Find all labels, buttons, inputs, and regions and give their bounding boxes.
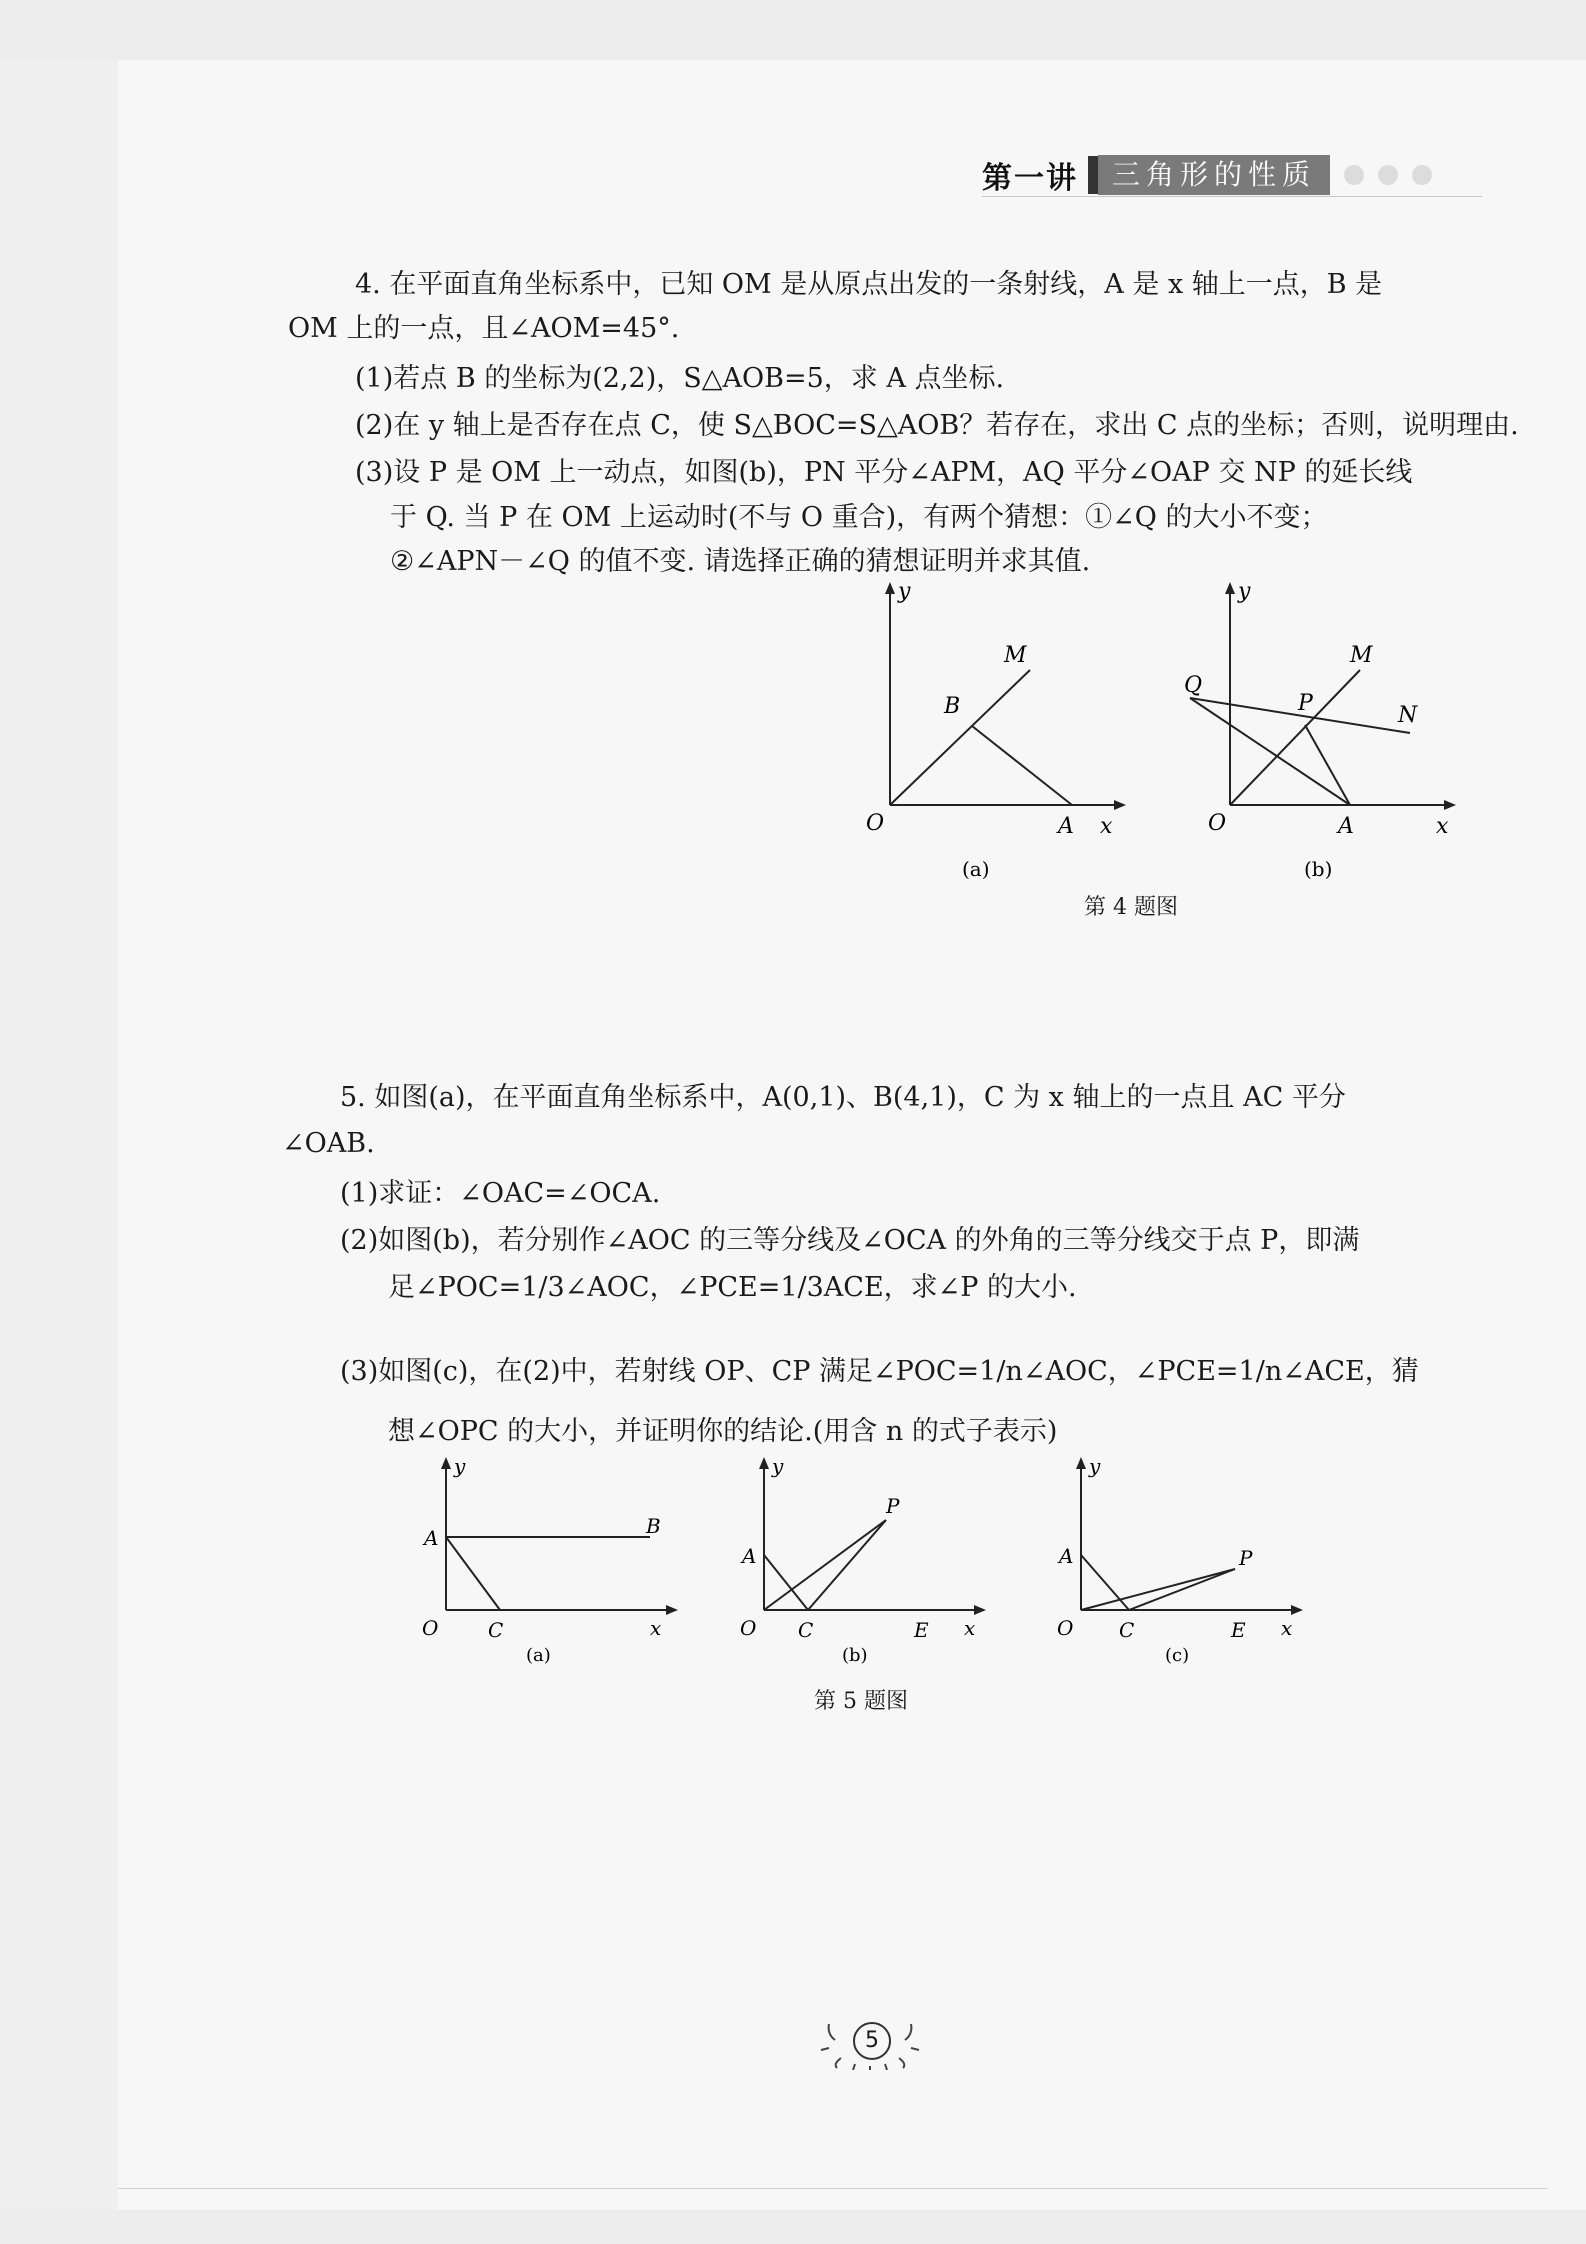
q5-part3-line2: 想∠OPC 的大小，并证明你的结论.(用含 n 的式子表示) xyxy=(388,1416,1058,1447)
y-axis-arrow xyxy=(885,582,895,594)
label-y: y xyxy=(1089,1455,1101,1478)
x-axis-arrow xyxy=(974,1605,986,1615)
segment-cp xyxy=(808,1520,886,1610)
label-o: O xyxy=(1057,1616,1074,1640)
label-y: y xyxy=(772,1455,784,1478)
segment-qa xyxy=(1190,698,1350,805)
label-q: Q xyxy=(1184,673,1203,698)
label-c: C xyxy=(1119,1618,1135,1642)
q5-part1: (1)求证：∠OAC=∠OCA. xyxy=(340,1178,661,1209)
segment-op xyxy=(764,1520,886,1610)
y-axis-arrow xyxy=(1076,1457,1086,1469)
q5-line1: 5. 如图(a)，在平面直角坐标系中，A(0,1)、B(4,1)，C 为 x 轴上的一点且 AC 平分 xyxy=(340,1082,1346,1113)
label-x: x xyxy=(650,1616,662,1640)
figure-5c-label: (c) xyxy=(1165,1645,1190,1665)
label-y: y xyxy=(1238,580,1251,604)
label-b: B xyxy=(944,694,961,719)
label-a: A xyxy=(1059,1544,1074,1568)
x-axis-arrow xyxy=(1444,800,1456,810)
q5-part3-line1: (3)如图(c)，在(2)中，若射线 OP、CP 满足∠POC=1/n∠AOC，∠PCE=1/n∠ACE，猜 xyxy=(340,1356,1419,1387)
label-o: O xyxy=(422,1616,439,1640)
label-a: A xyxy=(424,1526,439,1550)
label-c: C xyxy=(798,1618,814,1642)
q4-line1: 4. 在平面直角坐标系中，已知 OM 是从原点出发的一条射线，A 是 x 轴上一点，B 是 xyxy=(355,269,1383,300)
label-e: E xyxy=(1231,1618,1246,1642)
label-y: y xyxy=(454,1455,466,1478)
label-o: O xyxy=(1208,811,1227,836)
figure-5b xyxy=(728,1455,998,1665)
label-a: A xyxy=(1338,814,1354,839)
decor-dot xyxy=(1378,165,1398,185)
page-number-badge xyxy=(815,2010,925,2070)
figure-5b-label: (b) xyxy=(842,1645,868,1665)
q5-part2-line1: (2)如图(b)，若分别作∠AOC 的三等分线及∠OCA 的外角的三等分线交于点 P，即满 xyxy=(340,1225,1360,1256)
label-p: P xyxy=(886,1494,900,1518)
figure-4b-label: (b) xyxy=(1304,857,1333,881)
q5-line2: ∠OAB. xyxy=(282,1128,375,1159)
label-m: M xyxy=(1350,643,1373,668)
label-o: O xyxy=(740,1616,757,1640)
x-axis-arrow xyxy=(1114,800,1126,810)
label-b: B xyxy=(646,1514,661,1538)
y-axis-arrow xyxy=(759,1457,769,1469)
binding-edge xyxy=(0,60,118,2210)
decor-dot xyxy=(1412,165,1432,185)
label-x: x xyxy=(1100,814,1113,839)
label-m: M xyxy=(1004,643,1027,668)
q4-part3-line1: (3)设 P 是 OM 上一动点，如图(b)，PN 平分∠APM，AQ 平分∠OAP 交 NP 的延长线 xyxy=(355,457,1413,488)
label-a: A xyxy=(742,1544,757,1568)
figure-5a xyxy=(410,1455,690,1665)
x-axis-arrow xyxy=(1291,1605,1303,1615)
header-rule xyxy=(982,196,1482,197)
figure-5a-label: (a) xyxy=(526,1645,551,1665)
segment-ac xyxy=(446,1537,500,1610)
label-e: E xyxy=(914,1618,929,1642)
segment-pa xyxy=(1305,725,1350,805)
q4-part3-line2: 于 Q. 当 P 在 OM 上运动时(不与 O 重合)，有两个猜想：①∠Q 的大小不变； xyxy=(390,502,1328,533)
label-x: x xyxy=(1436,814,1449,839)
lecture-number: 第一讲 xyxy=(982,161,1078,196)
q5-part2-line2: 足∠POC=1/3∠AOC，∠PCE=1/3ACE，求∠P 的大小. xyxy=(388,1272,1077,1303)
ray-om xyxy=(890,670,1030,805)
y-axis-arrow xyxy=(441,1457,451,1469)
figure-4a-label: (a) xyxy=(962,857,990,881)
chapter-header xyxy=(982,154,1432,196)
figure-5-caption: 第 5 题图 xyxy=(814,1689,908,1714)
header-bar xyxy=(1088,156,1098,194)
label-p: P xyxy=(1239,1546,1253,1570)
lecture-topic: 三角形的性质 xyxy=(1098,155,1330,195)
q4-line2: OM 上的一点，且∠AOM=45°. xyxy=(288,313,680,344)
label-y: y xyxy=(898,580,911,604)
label-c: C xyxy=(488,1618,504,1642)
segment-cp xyxy=(1129,1569,1235,1610)
figure-4-caption: 第 4 题图 xyxy=(1084,895,1178,920)
page-number: 5 xyxy=(853,2022,891,2060)
segment-ba xyxy=(972,726,1072,805)
label-a: A xyxy=(1058,814,1074,839)
label-p: P xyxy=(1298,691,1313,716)
q4-part2: (2)在 y 轴上是否存在点 C，使 S△BOC=S△AOB？若存在，求出 C 点的坐标；否则，说明理由. xyxy=(355,410,1519,441)
label-n: N xyxy=(1398,703,1418,728)
segment-ac xyxy=(1081,1555,1129,1610)
figure-4b xyxy=(1170,580,1470,890)
bottom-rule xyxy=(118,2188,1548,2189)
decor-dot xyxy=(1344,165,1364,185)
figure-4a xyxy=(820,580,1140,890)
segment-op xyxy=(1081,1569,1235,1610)
label-o: O xyxy=(866,811,885,836)
x-axis-arrow xyxy=(666,1605,678,1615)
figure-5c xyxy=(1045,1455,1315,1665)
y-axis-arrow xyxy=(1225,582,1235,594)
q4-part1: (1)若点 B 的坐标为(2,2)，S△AOB=5，求 A 点坐标. xyxy=(355,363,1005,394)
label-x: x xyxy=(1281,1616,1293,1640)
q4-part3-line3: ②∠APN－∠Q 的值不变. 请选择正确的猜想证明并求其值. xyxy=(390,546,1091,577)
label-x: x xyxy=(964,1616,976,1640)
